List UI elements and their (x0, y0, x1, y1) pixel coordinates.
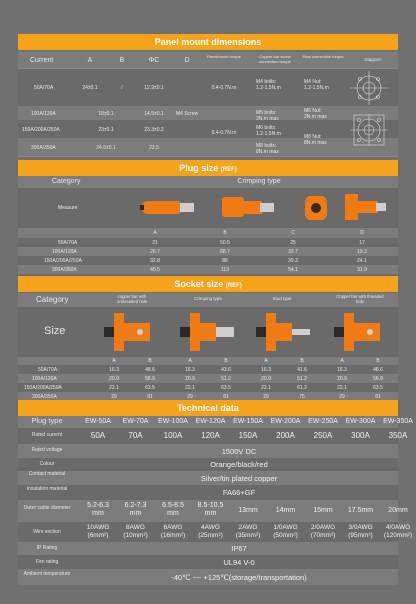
socket-cell: 48.6 (373, 367, 383, 373)
tech-fire-label: Fire rating (35, 559, 59, 565)
plug-col-a: A (153, 230, 157, 236)
tech-outer-value: 13mm (238, 507, 258, 514)
socket-cell: 63.5 (221, 385, 231, 391)
socket-type-2: Crimping type (194, 296, 222, 301)
tech-outer-value: 17.5mm (347, 507, 374, 514)
socket-cell: 16.3 (109, 367, 119, 373)
tech-ambient-value: -40℃ ~~ +125℃(storage/transportation) (171, 573, 307, 582)
tech-type: EW-350A (383, 418, 413, 425)
socket-cell: 81 (147, 394, 153, 400)
socket-cell: 20.9 (337, 376, 347, 382)
panel-mount-diagram (340, 68, 398, 158)
panel-torque-1: 0.4-0.7N.m (211, 85, 237, 91)
divider (18, 68, 398, 69)
socket-ab: A (188, 358, 192, 364)
divider (18, 156, 398, 157)
tech-ambient-label: Ambient temperature (23, 571, 71, 577)
socket-ab: B (148, 358, 152, 364)
copper-torque-3: M6 bolts: 1.2-1.5N.m (256, 125, 281, 137)
tech-type: EW-70A (122, 418, 149, 425)
tech-current: 70A (128, 431, 143, 440)
panel-header-copper-torque: Copper bar screw connection torque (259, 54, 291, 64)
plug-category-label: Category (52, 178, 81, 185)
panel-row2-c: 14.5±0.1 (144, 111, 164, 117)
plug-cell: 113 (221, 267, 229, 273)
plug-cell: 54.1 (288, 267, 298, 273)
tech-ip-label: IP Rating (36, 545, 58, 551)
tech-outer-value: 15mm (313, 507, 333, 514)
socket-cell: 16.3 (185, 367, 195, 373)
tech-type: EW-300A (345, 418, 376, 425)
socket-size-ref: (REF) (225, 283, 242, 289)
plug-cell: 32.7 (288, 249, 298, 255)
panel-header-b: B (119, 57, 125, 64)
socket-row-label: 300A/350A (32, 394, 57, 400)
plug-measure-label: Measure (58, 205, 78, 211)
tech-insulation-label: Insulation material (26, 486, 68, 492)
tech-current: 300A (351, 431, 370, 440)
tech-outer-value: 20mm (388, 507, 408, 514)
tech-outer-value: 8.5-10.5 mm (197, 502, 224, 517)
socket-cell: 29 (111, 394, 117, 400)
tech-wire-value: 4AWG (25mm²) (198, 524, 223, 539)
panel-d-value: M4 Screw (175, 111, 199, 117)
tech-wire-value: 2AWG (35mm²) (235, 524, 261, 539)
tech-outer-value: 14mm (275, 507, 296, 514)
socket-cell: 22.1 (261, 385, 271, 391)
socket-category-label: Category (36, 295, 69, 304)
panel-header-stud-torque: Stud connection torque (302, 54, 344, 59)
tech-contact-value: Silver/tin plated copper (200, 474, 278, 483)
tech-outer-value: 6.5-8.5 mm (162, 502, 184, 517)
panel-row2-a: 18±0.1 (98, 111, 114, 117)
socket-images (100, 309, 400, 355)
panel-row3-c: 23.3±0.2 (144, 127, 164, 133)
socket-cell: 22.1 (109, 385, 119, 391)
tech-ip-value: IP67 (231, 544, 247, 553)
socket-cell: 29 (263, 394, 269, 400)
plug-row2-label: 100A/120A (52, 249, 77, 255)
tech-current: 150A (238, 431, 258, 440)
plug-cell: 25 (290, 240, 296, 246)
tech-insulation-value: FA66+GF (222, 488, 256, 497)
plug-crimping-label: Crimping type (237, 178, 281, 185)
copper-torque-1: M4 bolts: 1.2-1.5N.m (256, 79, 281, 91)
plug-cell: 26.7 (150, 249, 160, 255)
tech-wire-value: 3/0AWG (95mm²) (348, 524, 373, 539)
tech-fire-value: UL94 V-0 (223, 558, 255, 567)
socket-ab: B (224, 358, 228, 364)
plug-cell: 31.9 (357, 267, 367, 273)
plug-cell: 17 (359, 240, 365, 246)
plug-size-title: Plug size (179, 163, 219, 173)
tech-outer-value: 5.2-6.3 mm (87, 502, 109, 517)
stud-torque-1: M4 Nut: 1.2-1.5N.m (304, 79, 329, 91)
tech-voltage-value: 1500V DC (221, 447, 257, 456)
panel-row4-current: 300A/350A (31, 145, 56, 151)
socket-cell: 20.9 (261, 376, 271, 382)
panel-header-diagram: Diagram (364, 57, 382, 62)
tech-wire-value: 8AWG (10mm²) (123, 524, 148, 539)
tech-plugtype-label: Plug type (31, 416, 63, 425)
plug-cell: 19.3 (357, 249, 367, 255)
panel-row1-a: 24±0.1 (82, 85, 98, 91)
tech-wire-value: 2/0AWG (70mm²) (310, 524, 336, 539)
tech-type: EW-120A (195, 418, 226, 425)
tech-type: EW-50A (85, 418, 111, 425)
socket-cell: 51.2 (221, 376, 231, 382)
plug-col-b: B (223, 230, 227, 236)
plug-cell: 32.8 (150, 258, 160, 264)
panel-row3-a: 23±0.1 (98, 127, 114, 133)
tech-wire-value: 1/0AWG (50mm²) (273, 524, 298, 539)
panel-header-panel-torque: Panelmount torque (207, 54, 241, 59)
socket-row-label: 100A/120A (32, 376, 57, 382)
tech-data-title: Technical data (177, 403, 239, 413)
panel-mount-banner (18, 34, 398, 50)
tech-current: 200A (276, 431, 295, 440)
stud-torque-3: M8 Nut: 8N.m max (304, 134, 327, 146)
socket-cell: 81 (375, 394, 381, 400)
socket-type-1: copper bar with unthreaded hole (116, 294, 148, 304)
tech-wire-label: Wire section (33, 529, 61, 535)
tech-current-label: Rated current (31, 432, 63, 438)
tech-type: EW-100A (158, 418, 188, 425)
plug-cell: 24.1 (357, 258, 367, 264)
panel-header-c: ΦC (148, 57, 160, 64)
copper-torque-4: M8 bolts: 8N.m max (256, 143, 279, 155)
plug-col-d: D (360, 230, 364, 236)
socket-size-label: Size (44, 325, 66, 337)
tech-wire-value: 4/0AWG (120mm²) (383, 524, 413, 539)
stud-torque-2: M6 Nut: 2N.m max (304, 108, 327, 120)
tech-current: 50A (90, 431, 106, 440)
socket-ab: A (112, 358, 116, 364)
panel-mount-title: Panel mount dimensions (154, 37, 262, 47)
tech-colour-label: Colour (39, 461, 55, 467)
socket-cell: 63.5 (145, 385, 155, 391)
socket-cell: 20.9 (185, 376, 195, 382)
socket-cell: 48.6 (145, 367, 155, 373)
panel-header-d: D (184, 57, 190, 64)
socket-type-4: Copper bar with threaded hole (336, 294, 384, 304)
panel-torque-2: 0.4-0.7N.m (211, 130, 237, 136)
socket-type-3: Stud type (272, 296, 292, 301)
socket-cell: 75 (299, 394, 305, 400)
tech-current: 120A (201, 431, 220, 440)
tech-outer-label: Outer cable diameter (23, 505, 71, 511)
socket-cell: 63.5 (373, 385, 383, 391)
socket-row-label: 50A/70A (38, 367, 58, 373)
socket-cell: 16.3 (337, 367, 347, 373)
plug-cell: 40.5 (150, 267, 160, 273)
socket-cell: 16.3 (261, 367, 271, 373)
tech-voltage-label: Rated voltage (31, 447, 63, 453)
panel-row1-current: 50A/70A (34, 85, 54, 91)
socket-ab: A (340, 358, 344, 364)
panel-header-current: Current (30, 57, 54, 64)
plug-cell: 50.5 (220, 240, 230, 246)
socket-size-title: Socket size (174, 279, 224, 289)
tech-colour-value: Orange/black/red (210, 460, 268, 469)
socket-cell: 51.2 (297, 376, 307, 382)
tech-type: EW-150A (233, 418, 263, 425)
plug-size-banner (18, 160, 398, 176)
socket-ab: B (376, 358, 380, 364)
panel-row4-c: 22.5 (149, 145, 159, 151)
socket-cell: 43.6 (221, 367, 231, 373)
plug-cell: 68.7 (220, 249, 230, 255)
socket-ab: A (264, 358, 268, 364)
tech-wire-value: 10AWG (6mm²) (86, 524, 110, 539)
plug-cell: 39.2 (288, 258, 298, 264)
tech-current: 250A (313, 431, 333, 440)
socket-cell: 81 (223, 394, 229, 400)
plug-cell: 21 (152, 240, 158, 246)
panel-row4-a: 24.5±0.1 (96, 145, 116, 151)
panel-row1-c: 12.9±0.1 (144, 85, 164, 91)
socket-row-label: 150A/200A/250A (24, 385, 62, 391)
plug-col-c: C (291, 230, 295, 236)
panel-row3-current: 150A/200A/250A (22, 127, 60, 133)
socket-size-banner (18, 276, 398, 292)
socket-cell: 41.6 (297, 367, 307, 373)
socket-ab: B (300, 358, 304, 364)
plug-size-ref: (REF) (220, 167, 237, 173)
tech-outer-value: 6.2-7.3 mm (124, 502, 147, 517)
plug-cols-row (18, 228, 398, 238)
copper-torque-2: M5 bolts: 2N.m max (256, 110, 279, 122)
plug-images (140, 191, 390, 225)
socket-cell: 22.1 (185, 385, 195, 391)
tech-data-banner (18, 400, 398, 416)
socket-cell: 61.2 (297, 385, 307, 391)
socket-cell: 56.9 (373, 376, 383, 382)
plug-cell: 86 (222, 258, 228, 264)
socket-cell: 29 (339, 394, 345, 400)
socket-cell: 20.9 (109, 376, 119, 382)
plug-row1-label: 50A/70A (58, 240, 78, 246)
panel-header-a: A (87, 57, 93, 64)
tech-type: EW-200A (270, 418, 301, 425)
socket-cell: 29 (187, 394, 193, 400)
tech-wire-value: 6AWG (16mm²) (160, 524, 186, 539)
tech-current: 100A (163, 431, 183, 440)
tech-type: EW-250A (308, 418, 338, 425)
panel-row2-current: 100A/120A (31, 111, 56, 117)
panel-row1-b: / (121, 85, 123, 91)
tech-contact-label: Contact material (28, 471, 66, 477)
tech-current: 350A (388, 431, 408, 440)
socket-cell: 56.9 (145, 376, 155, 382)
plug-row3-label: 150A/200A/250A (44, 258, 82, 264)
socket-cell: 22.1 (337, 385, 347, 391)
plug-row4-label: 300A/350A (52, 267, 77, 273)
